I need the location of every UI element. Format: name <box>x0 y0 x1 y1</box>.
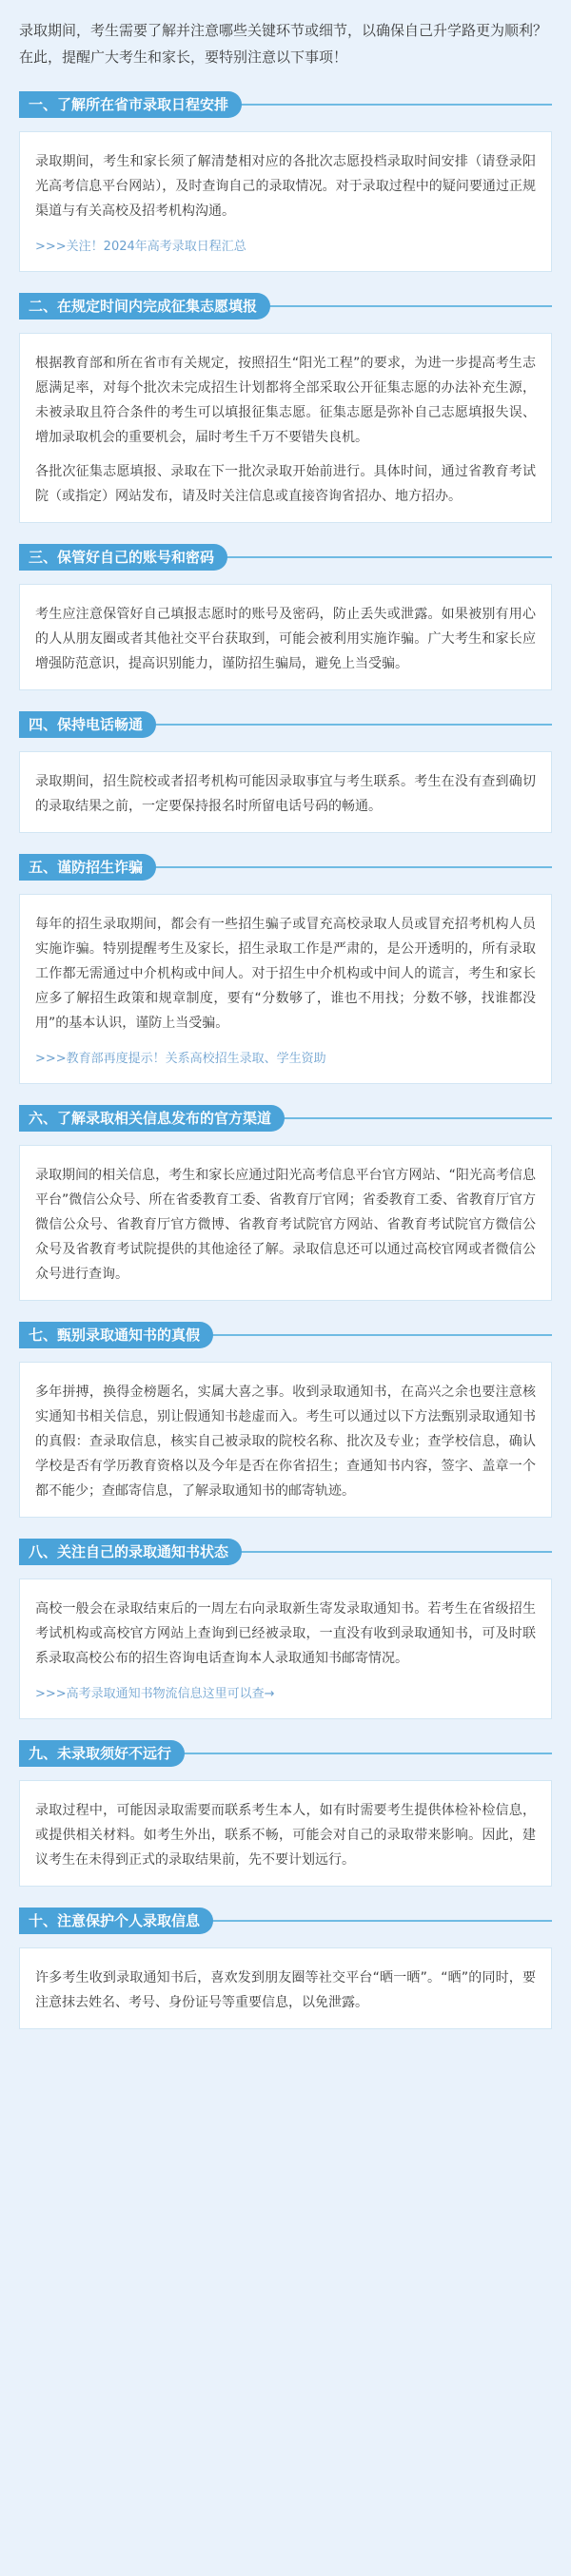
section-header <box>19 91 552 118</box>
section-paragraph: 各批次征集志愿填报、录取在下一批次录取开始前进行。具体时间，通过省教育考试院（或指定）网站发布，请及时关注信息或直接咨询省招办、地方招办。 <box>35 464 536 504</box>
section-3 <box>19 544 552 690</box>
section-card <box>19 1780 552 1887</box>
section-title: 七、甄别录取通知书的真假 <box>19 1322 213 1348</box>
section-5 <box>19 854 552 1084</box>
section-4 <box>19 711 552 833</box>
section-paragraph: 录取期间的相关信息，考生和家长应通过阳光高考信息平台官方网站、“阳光高考信息平台”微信公众号、所在省委教育工委、省教育厅官网；省委教育工委、省教育厅官方微信公众号、省教育厅官方微博、省教育考试院官方网站、省教育考试院官方微信公众号及省教育考试院提供的其他途径了解。录取信息还可以通过高校官网或者微信公众号进行查询。 <box>35 1168 536 1282</box>
section-card <box>19 751 552 833</box>
section-card <box>19 333 552 523</box>
section-paragraph: 许多考生收到录取通知书后，喜欢发到朋友圈等社交平台“晒一晒”。“晒”的同时，要注意抹去姓名、考号、身份证号等重要信息，以免泄露。 <box>35 1970 536 2010</box>
intro-text: 录取期间，考生需要了解并注意哪些关键环节或细节，以确保自己升学路更为顺利？在此，提醒广大考生和家长，要特别注意以下事项！ <box>19 22 548 66</box>
section-header <box>19 293 552 320</box>
section-title: 五、谨防招生诈骗 <box>19 854 156 881</box>
section-header <box>19 1105 552 1132</box>
section-card <box>19 1947 552 2029</box>
section-paragraph: 录取期间，考生和家长须了解清楚相对应的各批次志愿投档录取时间安排（请登录阳光高考信息平台网站），及时查询自己的录取情况。对于录取过程中的疑问要通过正规渠道与有关高校及招考机构沟通。 <box>35 154 536 219</box>
section-8 <box>19 1539 552 1719</box>
related-article-link[interactable]: >>>教育部再度提示！关系高校招生录取、学生资助 <box>35 1052 326 1066</box>
section-title: 二、在规定时间内完成征集志愿填报 <box>19 293 270 320</box>
section-title: 四、保持电话畅通 <box>19 711 156 738</box>
section-7 <box>19 1322 552 1518</box>
section-header <box>19 1539 552 1565</box>
section-1 <box>19 91 552 272</box>
section-header <box>19 854 552 881</box>
section-paragraph: 根据教育部和所在省市有关规定，按照招生“阳光工程”的要求，为进一步提高考生志愿满足率，对每个批次未完成招生计划都将全部采取公开征集志愿的办法补充生源，未被录取且符合条件的考生可以填报征集志愿。征集志愿是弥补自己志愿填报失误、增加录取机会的重要机会，届时考生千万不要错失良机。 <box>35 356 536 445</box>
section-title: 一、了解所在省市录取日程安排 <box>19 91 242 118</box>
related-article-link[interactable]: >>>高考录取通知书物流信息这里可以查→ <box>35 1687 275 1701</box>
section-title: 九、未录取须好不远行 <box>19 1740 185 1767</box>
section-header <box>19 1908 552 1934</box>
section-title: 三、保管好自己的账号和密码 <box>19 544 227 571</box>
section-card <box>19 1145 552 1301</box>
section-paragraph: 录取期间，招生院校或者招考机构可能因录取事宜与考生联系。考生在没有查到确切的录取结果之前，一定要保持报名时所留电话号码的畅通。 <box>35 774 536 814</box>
section-title: 六、了解录取相关信息发布的官方渠道 <box>19 1105 285 1132</box>
sections-container <box>0 91 571 2029</box>
section-header <box>19 544 552 571</box>
section-header <box>19 1322 552 1348</box>
section-9 <box>19 1740 552 1887</box>
section-paragraph: 录取过程中，可能因录取需要而联系考生本人，如有时需要考生提供体检补检信息，或提供相关材料。如考生外出，联系不畅，可能会对自己的录取带来影响。因此，建议考生在未得到正式的录取结果前，先不要计划远行。 <box>35 1803 536 1868</box>
section-paragraph: 高校一般会在录取结束后的一周左右向录取新生寄发录取通知书。若考生在省级招生考试机构或高校官方网站上查询到已经被录取，一直没有收到录取通知书，可及时联系录取高校公布的招生咨询电话查询本人录取通知书邮寄情况。 <box>35 1601 536 1666</box>
section-card <box>19 894 552 1084</box>
section-10 <box>19 1908 552 2029</box>
section-title: 八、关注自己的录取通知书状态 <box>19 1539 242 1565</box>
section-card <box>19 131 552 272</box>
section-2 <box>19 293 552 523</box>
section-card <box>19 584 552 690</box>
section-header <box>19 711 552 738</box>
section-title: 十、注意保护个人录取信息 <box>19 1908 213 1934</box>
section-header <box>19 1740 552 1767</box>
section-paragraph: 每年的招生录取期间，都会有一些招生骗子或冒充高校录取人员或冒充招考机构人员实施诈骗。特别提醒考生及家长，招生录取工作是严肃的，是公开透明的，所有录取工作都无需通过中介机构或中间人。对于招生中介机构或中间人的谎言，考生和家长应多了解招生政策和规章制度，要有“分数够了，谁也不用找；分数不够，找谁都没用”的基本认识，谨防上当受骗。 <box>35 917 536 1031</box>
section-paragraph: 考生应注意保管好自己填报志愿时的账号及密码，防止丢失或泄露。如果被别有用心的人从朋友圈或者其他社交平台获取到，可能会被利用实施诈骗。广大考生和家长应增强防范意识，提高识别能力，谨防招生骗局，避免上当受骗。 <box>35 607 536 671</box>
section-6 <box>19 1105 552 1301</box>
related-article-link[interactable]: >>>关注！2024年高考录取日程汇总 <box>35 240 246 254</box>
section-paragraph: 多年拼搏，换得金榜题名，实属大喜之事。收到录取通知书，在高兴之余也要注意核实通知书相关信息，别让假通知书趁虚而入。考生可以通过以下方法甄别录取通知书的真假：查录取信息，核实自己被录取的院校名称、批次及专业；查学校信息，确认学校是否有学历教育资格以及今年是否在你省招生；查通知书内容，签字、盖章一个都不能少；查邮寄信息，了解录取通知书的邮寄轨迹。 <box>35 1385 536 1499</box>
section-card <box>19 1579 552 1719</box>
article-page <box>0 17 571 2576</box>
section-card <box>19 1362 552 1518</box>
